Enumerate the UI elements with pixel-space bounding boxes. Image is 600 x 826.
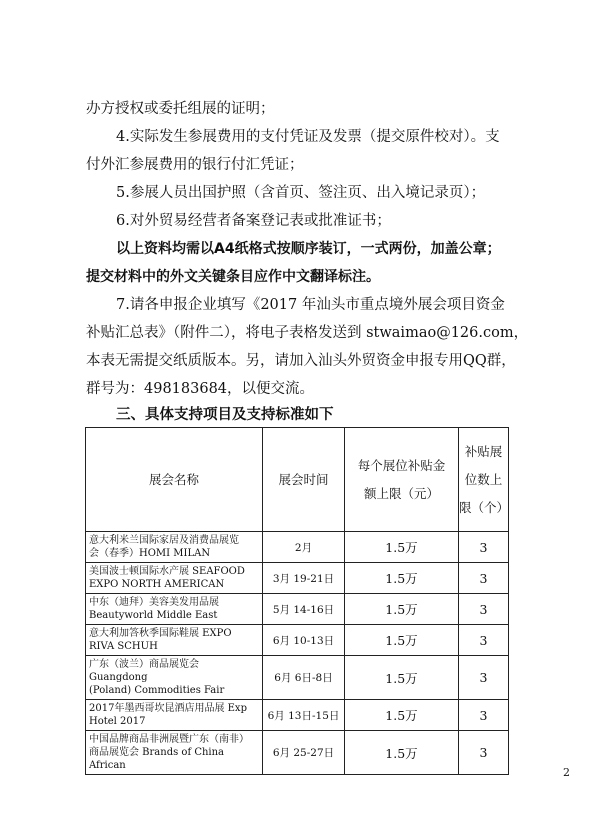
header-amount [345,428,459,532]
exhibition-time: 6月 10-13日 [263,625,345,656]
subsidy-amount: 1.5万 [345,625,459,656]
header-count-line: 位数上 [464,471,503,487]
subsidy-amount: 1.5万 [345,563,459,594]
exhibition-name-line: Hotel 2017 [89,716,146,727]
exhibition-name-line: 美国波士顿国际水产展 SEAFOOD [89,566,245,577]
table-row [86,700,509,731]
table-row [86,625,509,656]
table-row [86,563,509,594]
exhibition-name [86,532,263,563]
exhibition-name [86,656,263,700]
paragraph-line: 6.对外贸易经营者备案登记表或批准证书； [116,213,391,229]
paragraph-line: 办方授权或委托组展的证明； [86,101,275,117]
exhibition-name-line: EXPO NORTH AMERICAN [89,579,225,590]
exhibition-name [86,594,263,625]
table-header-row [86,428,509,532]
subsidy-amount: 1.5万 [345,532,459,563]
booth-count: 3 [459,700,509,731]
exhibition-name-line: 意大利加答秋季国际鞋展 EXPO [89,628,232,639]
table-row [86,532,509,563]
exhibition-name [86,731,263,775]
subsidy-amount: 1.5万 [345,594,459,625]
exhibition-name-line: 2017年墨西哥坎昆酒店用品展 Exp [89,703,247,714]
page-number: 2 [563,766,570,779]
paragraph-line: 7.请各申报企业填写《2017 年汕头市重点境外展会项目资金 [116,297,505,313]
exhibition-time: 6月 25-27日 [263,731,345,775]
exhibition-time: 6月 13日-15日 [263,700,345,731]
subsidy-amount: 1.5万 [345,656,459,700]
exhibition-name-line: Beautyworld Middle East [89,610,218,621]
subsidy-amount: 1.5万 [345,731,459,775]
exhibition-time: 2月 [263,532,345,563]
booth-count: 3 [459,625,509,656]
bold-notice-line: 提交材料中的外文关键条目应作中文翻译标注。 [86,269,380,285]
table-row [86,594,509,625]
header-time: 展会时间 [263,428,345,532]
paragraph-line: 4.实际发生参展费用的支付凭证及发票（提交原件校对）。支 [116,129,500,145]
header-amount-line: 额上限（元） [363,485,439,501]
exhibition-name-line: RIVA SCHUH [89,641,158,652]
booth-count: 3 [459,532,509,563]
paragraph-line: 本表无需提交纸质版本。另，请加入汕头外贸资金申报专用QQ群， [86,353,516,369]
support-table [85,427,509,775]
paragraph-line: 补贴汇总表》（附件二），将电子表格发送到 stwaimao@126.com， [86,325,529,341]
table-row [86,731,509,775]
exhibition-name [86,625,263,656]
exhibition-name [86,563,263,594]
bold-notice-line: 以上资料均需以A4纸格式按顺序装订，一式两份，加盖公章； [116,241,501,257]
exhibition-name-line: 中国品牌商品非洲展暨广东（南非） [89,734,249,745]
header-name: 展会名称 [86,428,263,532]
exhibition-name-line: 商品展览会 Brands of China African [89,747,225,771]
paragraph-line: 群号为：498183684，以便交流。 [86,381,315,397]
booth-count: 3 [459,594,509,625]
exhibition-name-line: (Poland) Commodities Fair [89,685,225,696]
exhibition-name-line: 中东（迪拜）美容美发用品展 [89,597,219,608]
subsidy-amount: 1.5万 [345,700,459,731]
section-title: 三、具体支持项目及支持标准如下 [116,407,334,423]
exhibition-name-line: 广东（波兰）商品展览会 Guangdong [89,659,199,683]
exhibition-time: 6月 6日-8日 [263,656,345,700]
exhibition-name-line: 意大利米兰国际家居及消费品展览 [89,535,239,546]
booth-count: 3 [459,731,509,775]
exhibition-name-line: 会（春季）HOMI MILAN [89,548,211,559]
table-row [86,656,509,700]
header-count-line: 限（个） [459,499,510,515]
booth-count: 3 [459,563,509,594]
header-amount-line: 每个展位补贴金 [357,457,446,473]
paragraph-line: 付外汇参展费用的银行付汇凭证； [86,157,304,173]
exhibition-name [86,700,263,731]
header-count-line: 补贴展 [464,443,503,459]
booth-count: 3 [459,656,509,700]
paragraph-line: 5.参展人员出国护照（含首页、签注页、出入境记录页）； [116,185,486,201]
header-count [459,428,509,532]
exhibition-time: 3月 19-21日 [263,563,345,594]
exhibition-time: 5月 14-16日 [263,594,345,625]
